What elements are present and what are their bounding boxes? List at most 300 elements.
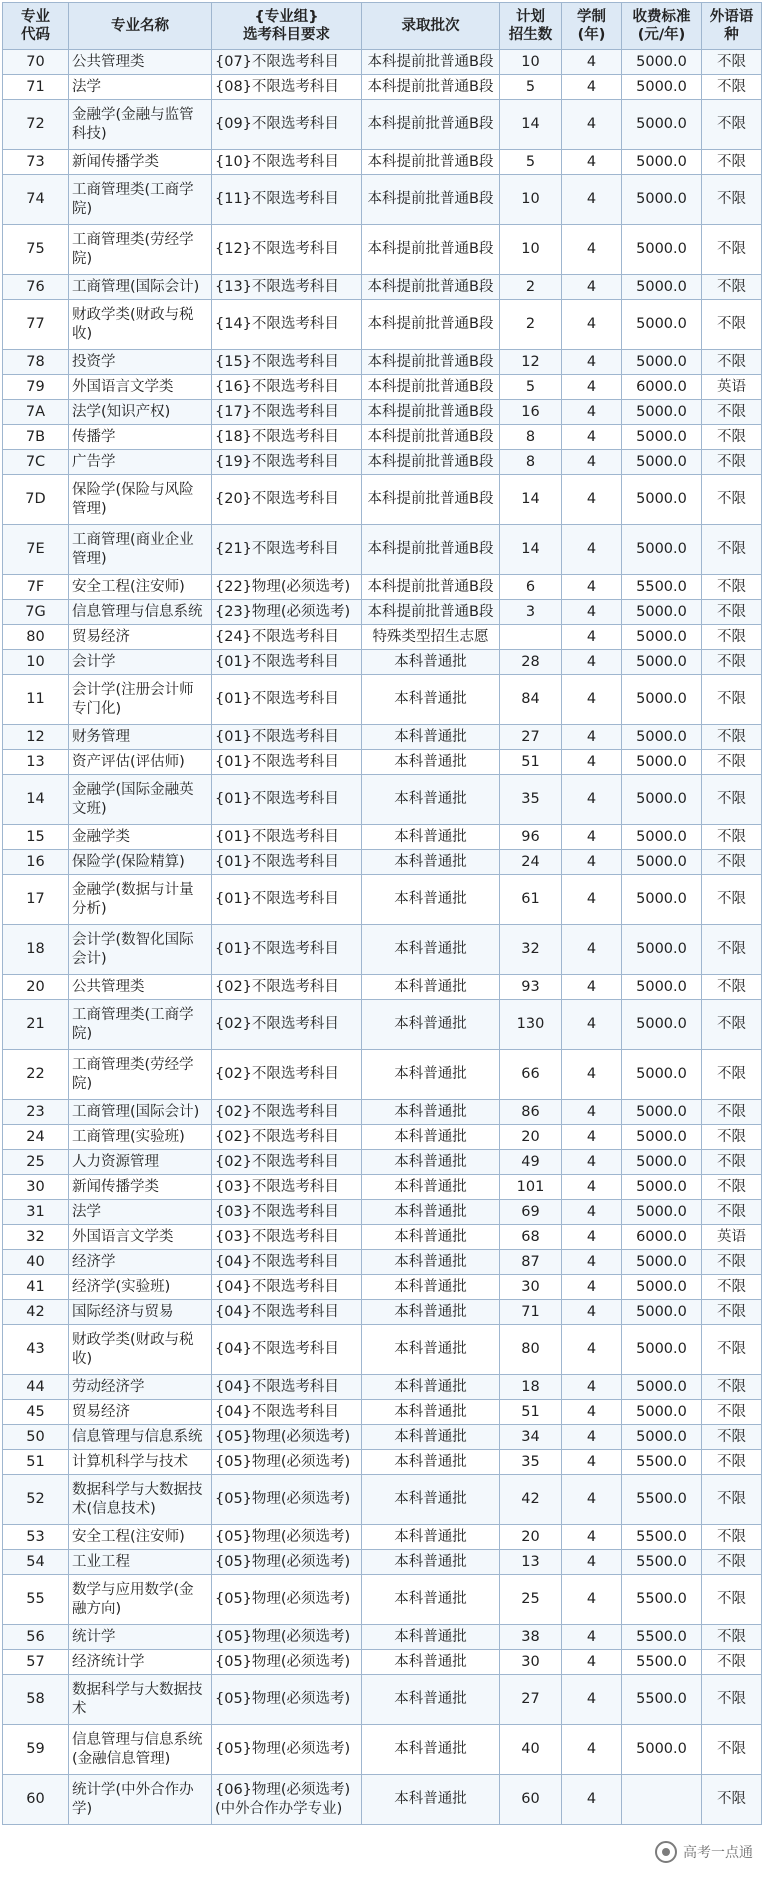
- cell-major-name: 广告学: [69, 450, 212, 475]
- cell-batch: 本科提前批普通B段: [362, 175, 500, 225]
- cell-duration: 4: [562, 300, 622, 350]
- table-row: [3, 50, 762, 75]
- cell-batch: 本科提前批普通B段: [362, 375, 500, 400]
- cell-tuition: 5000.0: [622, 1175, 702, 1200]
- cell-tuition: 5000.0: [622, 275, 702, 300]
- cell-code: 18: [3, 925, 69, 975]
- cell-language: 英语: [702, 375, 762, 400]
- table-row: [3, 75, 762, 100]
- cell-language: 不限: [702, 1425, 762, 1450]
- cell-major-name: 会计学(注册会计师专门化): [69, 675, 212, 725]
- cell-tuition: 5000.0: [622, 475, 702, 525]
- cell-plan-count: 16: [500, 400, 562, 425]
- cell-batch: 本科普通批: [362, 1450, 500, 1475]
- cell-duration: 4: [562, 75, 622, 100]
- cell-subject-requirement: {23}物理(必须选考): [212, 600, 362, 625]
- cell-major-name: 信息管理与信息系统: [69, 600, 212, 625]
- cell-duration: 4: [562, 1675, 622, 1725]
- cell-plan-count: 42: [500, 1475, 562, 1525]
- cell-code: 22: [3, 1050, 69, 1100]
- table-row: [3, 1125, 762, 1150]
- header-row: [3, 3, 762, 50]
- cell-tuition: 5000.0: [622, 775, 702, 825]
- cell-subject-requirement: {06}物理(必须选考)(中外合作办学专业): [212, 1775, 362, 1825]
- cell-language: 不限: [702, 1325, 762, 1375]
- cell-language: 不限: [702, 650, 762, 675]
- cell-duration: 4: [562, 1200, 622, 1225]
- cell-code: 72: [3, 100, 69, 150]
- cell-plan-count: 51: [500, 750, 562, 775]
- cell-subject-requirement: {12}不限选考科目: [212, 225, 362, 275]
- table-row: [3, 625, 762, 650]
- table-row: [3, 300, 762, 350]
- cell-code: 50: [3, 1425, 69, 1450]
- cell-batch: 本科提前批普通B段: [362, 100, 500, 150]
- cell-batch: 本科普通批: [362, 1325, 500, 1375]
- cell-plan-count: 27: [500, 725, 562, 750]
- cell-tuition: 5000.0: [622, 1125, 702, 1150]
- cell-duration: 4: [562, 1650, 622, 1675]
- cell-major-name: 外国语言文学类: [69, 1225, 212, 1250]
- table-row: [3, 675, 762, 725]
- cell-code: 73: [3, 150, 69, 175]
- header-major-name: [69, 3, 212, 50]
- cell-language: 不限: [702, 150, 762, 175]
- cell-subject-requirement: {05}物理(必须选考): [212, 1550, 362, 1575]
- cell-tuition: 5000.0: [622, 875, 702, 925]
- cell-language: 不限: [702, 1000, 762, 1050]
- cell-batch: 本科提前批普通B段: [362, 225, 500, 275]
- header-major-name-line: 专业名称: [111, 18, 169, 34]
- cell-code: 74: [3, 175, 69, 225]
- cell-language: 不限: [702, 400, 762, 425]
- table-row: [3, 1375, 762, 1400]
- cell-plan-count: 86: [500, 1100, 562, 1125]
- cell-subject-requirement: {17}不限选考科目: [212, 400, 362, 425]
- cell-duration: 4: [562, 1225, 622, 1250]
- cell-duration: 4: [562, 1175, 622, 1200]
- cell-duration: 4: [562, 725, 622, 750]
- cell-plan-count: 3: [500, 600, 562, 625]
- cell-batch: 本科提前批普通B段: [362, 575, 500, 600]
- cell-plan-count: 32: [500, 925, 562, 975]
- cell-duration: 4: [562, 625, 622, 650]
- cell-tuition: 5000.0: [622, 650, 702, 675]
- cell-major-name: 贸易经济: [69, 625, 212, 650]
- cell-code: 16: [3, 850, 69, 875]
- cell-duration: 4: [562, 425, 622, 450]
- cell-tuition: 5000.0: [622, 750, 702, 775]
- header-plan-count: [500, 3, 562, 50]
- watermark: [655, 1841, 753, 1863]
- table-row: [3, 825, 762, 850]
- cell-code: 20: [3, 975, 69, 1000]
- cell-subject-requirement: {04}不限选考科目: [212, 1275, 362, 1300]
- cell-batch: 本科提前批普通B段: [362, 50, 500, 75]
- cell-code: 40: [3, 1250, 69, 1275]
- cell-duration: 4: [562, 1525, 622, 1550]
- cell-plan-count: 30: [500, 1275, 562, 1300]
- cell-batch: 本科普通批: [362, 1400, 500, 1425]
- cell-tuition: 5000.0: [622, 925, 702, 975]
- cell-major-name: 劳动经济学: [69, 1375, 212, 1400]
- cell-language: 不限: [702, 1375, 762, 1400]
- cell-major-name: 统计学(中外合作办学): [69, 1775, 212, 1825]
- cell-duration: 4: [562, 150, 622, 175]
- cell-major-name: 工商管理类(劳经学院): [69, 225, 212, 275]
- cell-code: 80: [3, 625, 69, 650]
- cell-plan-count: 24: [500, 850, 562, 875]
- cell-language: 不限: [702, 1250, 762, 1275]
- table-row: [3, 1575, 762, 1625]
- header-batch-line: 录取批次: [401, 18, 460, 34]
- cell-plan-count: 28: [500, 650, 562, 675]
- cell-plan-count: 8: [500, 425, 562, 450]
- cell-major-name: 保险学(保险精算): [69, 850, 212, 875]
- cell-batch: 本科普通批: [362, 1250, 500, 1275]
- cell-duration: 4: [562, 1050, 622, 1100]
- cell-major-name: 统计学: [69, 1625, 212, 1650]
- table-row: [3, 1475, 762, 1525]
- cell-subject-requirement: {01}不限选考科目: [212, 850, 362, 875]
- cell-code: 55: [3, 1575, 69, 1625]
- cell-code: 15: [3, 825, 69, 850]
- cell-language: 英语: [702, 1225, 762, 1250]
- cell-language: 不限: [702, 1650, 762, 1675]
- cell-plan-count: 14: [500, 525, 562, 575]
- cell-subject-requirement: {04}不限选考科目: [212, 1300, 362, 1325]
- cell-subject-requirement: {08}不限选考科目: [212, 75, 362, 100]
- cell-plan-count: 49: [500, 1150, 562, 1175]
- cell-tuition: 5000.0: [622, 850, 702, 875]
- cell-language: 不限: [702, 600, 762, 625]
- cell-code: 54: [3, 1550, 69, 1575]
- cell-batch: 本科普通批: [362, 650, 500, 675]
- cell-plan-count: 5: [500, 150, 562, 175]
- cell-code: 58: [3, 1675, 69, 1725]
- cell-subject-requirement: {02}不限选考科目: [212, 1050, 362, 1100]
- table-row: [3, 600, 762, 625]
- cell-language: 不限: [702, 1050, 762, 1100]
- cell-major-name: 工商管理(实验班): [69, 1125, 212, 1150]
- table-row: [3, 1450, 762, 1475]
- cell-major-name: 信息管理与信息系统(金融信息管理): [69, 1725, 212, 1775]
- cell-subject-requirement: {24}不限选考科目: [212, 625, 362, 650]
- cell-major-name: 传播学: [69, 425, 212, 450]
- cell-language: 不限: [702, 1175, 762, 1200]
- cell-duration: 4: [562, 225, 622, 275]
- cell-major-name: 会计学(数智化国际会计): [69, 925, 212, 975]
- cell-plan-count: 69: [500, 1200, 562, 1225]
- cell-subject-requirement: {02}不限选考科目: [212, 1125, 362, 1150]
- table-row: [3, 1775, 762, 1825]
- cell-language: 不限: [702, 1725, 762, 1775]
- cell-major-name: 工商管理类(工商学院): [69, 1000, 212, 1050]
- cell-batch: 本科普通批: [362, 1125, 500, 1150]
- cell-duration: 4: [562, 1125, 622, 1150]
- cell-language: 不限: [702, 1400, 762, 1425]
- cell-code: 75: [3, 225, 69, 275]
- wechat-channel-icon: [655, 1841, 677, 1863]
- table-row: [3, 1000, 762, 1050]
- cell-language: 不限: [702, 1300, 762, 1325]
- cell-subject-requirement: {22}物理(必须选考): [212, 575, 362, 600]
- cell-major-name: 经济学: [69, 1250, 212, 1275]
- cell-major-name: 工商管理(国际会计): [69, 1100, 212, 1125]
- cell-duration: 4: [562, 475, 622, 525]
- cell-major-name: 工业工程: [69, 1550, 212, 1575]
- cell-plan-count: 30: [500, 1650, 562, 1675]
- cell-batch: 本科提前批普通B段: [362, 475, 500, 525]
- cell-tuition: [622, 1775, 702, 1825]
- table-row: [3, 925, 762, 975]
- cell-language: 不限: [702, 1525, 762, 1550]
- cell-tuition: 5500.0: [622, 1550, 702, 1575]
- cell-tuition: 5000.0: [622, 175, 702, 225]
- cell-tuition: 5000.0: [622, 50, 702, 75]
- cell-duration: 4: [562, 1725, 622, 1775]
- cell-batch: 本科普通批: [362, 1675, 500, 1725]
- cell-code: 24: [3, 1125, 69, 1150]
- cell-code: 25: [3, 1150, 69, 1175]
- cell-subject-requirement: {03}不限选考科目: [212, 1225, 362, 1250]
- cell-code: 12: [3, 725, 69, 750]
- cell-code: 13: [3, 750, 69, 775]
- table-row: [3, 450, 762, 475]
- cell-subject-requirement: {18}不限选考科目: [212, 425, 362, 450]
- cell-plan-count: [500, 625, 562, 650]
- cell-code: 32: [3, 1225, 69, 1250]
- cell-code: 41: [3, 1275, 69, 1300]
- cell-language: 不限: [702, 50, 762, 75]
- cell-tuition: 5000.0: [622, 100, 702, 150]
- cell-major-name: 工商管理类(工商学院): [69, 175, 212, 225]
- cell-code: 56: [3, 1625, 69, 1650]
- header-subject-requirement-line: {专业组}: [254, 9, 319, 25]
- cell-tuition: 5000.0: [622, 75, 702, 100]
- cell-code: 7E: [3, 525, 69, 575]
- cell-duration: 4: [562, 50, 622, 75]
- cell-subject-requirement: {21}不限选考科目: [212, 525, 362, 575]
- cell-language: 不限: [702, 925, 762, 975]
- cell-major-name: 人力资源管理: [69, 1150, 212, 1175]
- cell-code: 23: [3, 1100, 69, 1125]
- cell-batch: 本科普通批: [362, 725, 500, 750]
- cell-duration: 4: [562, 1775, 622, 1825]
- cell-language: 不限: [702, 1450, 762, 1475]
- cell-tuition: 5500.0: [622, 1625, 702, 1650]
- cell-major-name: 国际经济与贸易: [69, 1300, 212, 1325]
- cell-major-name: 安全工程(注安师): [69, 575, 212, 600]
- cell-language: 不限: [702, 1100, 762, 1125]
- cell-duration: 4: [562, 600, 622, 625]
- cell-plan-count: 93: [500, 975, 562, 1000]
- header-duration: [562, 3, 622, 50]
- cell-tuition: 5000.0: [622, 1375, 702, 1400]
- cell-tuition: 5000.0: [622, 350, 702, 375]
- cell-language: 不限: [702, 425, 762, 450]
- table-row: [3, 850, 762, 875]
- cell-major-name: 金融学类: [69, 825, 212, 850]
- cell-code: 17: [3, 875, 69, 925]
- cell-plan-count: 2: [500, 300, 562, 350]
- table-row: [3, 225, 762, 275]
- cell-major-name: 财政学类(财政与税收): [69, 1325, 212, 1375]
- cell-plan-count: 2: [500, 275, 562, 300]
- cell-major-name: 法学(知识产权): [69, 400, 212, 425]
- cell-code: 14: [3, 775, 69, 825]
- cell-major-name: 财政学类(财政与税收): [69, 300, 212, 350]
- cell-duration: 4: [562, 1375, 622, 1400]
- cell-batch: 本科普通批: [362, 875, 500, 925]
- cell-language: 不限: [702, 75, 762, 100]
- cell-subject-requirement: {05}物理(必须选考): [212, 1450, 362, 1475]
- cell-duration: 4: [562, 825, 622, 850]
- cell-plan-count: 5: [500, 75, 562, 100]
- cell-subject-requirement: {02}不限选考科目: [212, 1150, 362, 1175]
- cell-tuition: 5000.0: [622, 725, 702, 750]
- cell-plan-count: 35: [500, 1450, 562, 1475]
- cell-plan-count: 20: [500, 1525, 562, 1550]
- cell-batch: 本科普通批: [362, 675, 500, 725]
- cell-plan-count: 14: [500, 100, 562, 150]
- admission-plan-table-container: [2, 2, 761, 1825]
- cell-batch: 本科普通批: [362, 1175, 500, 1200]
- cell-tuition: 5500.0: [622, 575, 702, 600]
- cell-duration: 4: [562, 875, 622, 925]
- cell-subject-requirement: {01}不限选考科目: [212, 750, 362, 775]
- cell-batch: 本科普通批: [362, 1200, 500, 1225]
- cell-subject-requirement: {01}不限选考科目: [212, 650, 362, 675]
- cell-tuition: 5000.0: [622, 975, 702, 1000]
- table-row: [3, 425, 762, 450]
- table-row: [3, 525, 762, 575]
- cell-major-name: 保险学(保险与风险管理): [69, 475, 212, 525]
- cell-language: 不限: [702, 1775, 762, 1825]
- cell-language: 不限: [702, 1675, 762, 1725]
- cell-language: 不限: [702, 1275, 762, 1300]
- cell-tuition: 5000.0: [622, 150, 702, 175]
- cell-major-name: 金融学(金融与监管科技): [69, 100, 212, 150]
- header-subject-requirement: [212, 3, 362, 50]
- table-row: [3, 350, 762, 375]
- cell-duration: 4: [562, 1250, 622, 1275]
- cell-duration: 4: [562, 275, 622, 300]
- cell-plan-count: 60: [500, 1775, 562, 1825]
- cell-duration: 4: [562, 450, 622, 475]
- cell-batch: 本科普通批: [362, 1300, 500, 1325]
- cell-major-name: 外国语言文学类: [69, 375, 212, 400]
- cell-major-name: 法学: [69, 75, 212, 100]
- table-row: [3, 875, 762, 925]
- cell-subject-requirement: {10}不限选考科目: [212, 150, 362, 175]
- cell-plan-count: 14: [500, 475, 562, 525]
- cell-major-name: 公共管理类: [69, 975, 212, 1000]
- cell-duration: 4: [562, 1000, 622, 1050]
- cell-plan-count: 84: [500, 675, 562, 725]
- cell-code: 53: [3, 1525, 69, 1550]
- cell-code: 7G: [3, 600, 69, 625]
- cell-subject-requirement: {09}不限选考科目: [212, 100, 362, 150]
- cell-duration: 4: [562, 1325, 622, 1375]
- cell-tuition: 5000.0: [622, 600, 702, 625]
- cell-subject-requirement: {04}不限选考科目: [212, 1375, 362, 1400]
- cell-tuition: 5000.0: [622, 1275, 702, 1300]
- cell-batch: 本科普通批: [362, 750, 500, 775]
- cell-code: 45: [3, 1400, 69, 1425]
- cell-tuition: 5000.0: [622, 225, 702, 275]
- header-code-line: 代码: [21, 27, 50, 43]
- cell-language: 不限: [702, 625, 762, 650]
- cell-major-name: 工商管理(国际会计): [69, 275, 212, 300]
- cell-batch: 本科提前批普通B段: [362, 75, 500, 100]
- cell-tuition: 5000.0: [622, 625, 702, 650]
- cell-duration: 4: [562, 1575, 622, 1625]
- cell-tuition: 5000.0: [622, 1725, 702, 1775]
- cell-plan-count: 96: [500, 825, 562, 850]
- cell-duration: 4: [562, 1400, 622, 1425]
- table-row: [3, 1200, 762, 1225]
- cell-major-name: 安全工程(注安师): [69, 1525, 212, 1550]
- cell-batch: 本科普通批: [362, 1000, 500, 1050]
- table-row: [3, 1400, 762, 1425]
- cell-code: 57: [3, 1650, 69, 1675]
- cell-batch: 本科普通批: [362, 1625, 500, 1650]
- cell-batch: 本科普通批: [362, 1575, 500, 1625]
- cell-duration: 4: [562, 1100, 622, 1125]
- cell-code: 76: [3, 275, 69, 300]
- cell-plan-count: 10: [500, 175, 562, 225]
- table-row: [3, 475, 762, 525]
- cell-batch: 本科提前批普通B段: [362, 450, 500, 475]
- cell-batch: 本科普通批: [362, 1425, 500, 1450]
- cell-subject-requirement: {01}不限选考科目: [212, 775, 362, 825]
- cell-duration: 4: [562, 375, 622, 400]
- cell-language: 不限: [702, 1625, 762, 1650]
- cell-code: 7A: [3, 400, 69, 425]
- cell-batch: 本科提前批普通B段: [362, 425, 500, 450]
- cell-batch: 本科普通批: [362, 1375, 500, 1400]
- cell-language: 不限: [702, 875, 762, 925]
- table-row: [3, 1050, 762, 1100]
- cell-batch: 本科普通批: [362, 1725, 500, 1775]
- header-plan-count-line: 计划: [516, 9, 545, 25]
- cell-batch: 本科普通批: [362, 925, 500, 975]
- cell-tuition: 5500.0: [622, 1450, 702, 1475]
- table-row: [3, 100, 762, 150]
- cell-code: 51: [3, 1450, 69, 1475]
- table-row: [3, 1725, 762, 1775]
- cell-batch: 本科普通批: [362, 825, 500, 850]
- cell-tuition: 5000.0: [622, 1100, 702, 1125]
- cell-tuition: 5000.0: [622, 1400, 702, 1425]
- header-language-line: 外语语种: [709, 9, 754, 43]
- cell-tuition: 5000.0: [622, 1200, 702, 1225]
- cell-plan-count: 20: [500, 1125, 562, 1150]
- table-row: [3, 1425, 762, 1450]
- table-row: [3, 1175, 762, 1200]
- cell-subject-requirement: {04}不限选考科目: [212, 1325, 362, 1375]
- cell-batch: 本科提前批普通B段: [362, 350, 500, 375]
- cell-plan-count: 80: [500, 1325, 562, 1375]
- cell-batch: 本科提前批普通B段: [362, 275, 500, 300]
- cell-major-name: 工商管理(商业企业管理): [69, 525, 212, 575]
- cell-tuition: 5000.0: [622, 525, 702, 575]
- cell-batch: 本科普通批: [362, 850, 500, 875]
- cell-duration: 4: [562, 1300, 622, 1325]
- cell-subject-requirement: {05}物理(必须选考): [212, 1625, 362, 1650]
- cell-duration: 4: [562, 850, 622, 875]
